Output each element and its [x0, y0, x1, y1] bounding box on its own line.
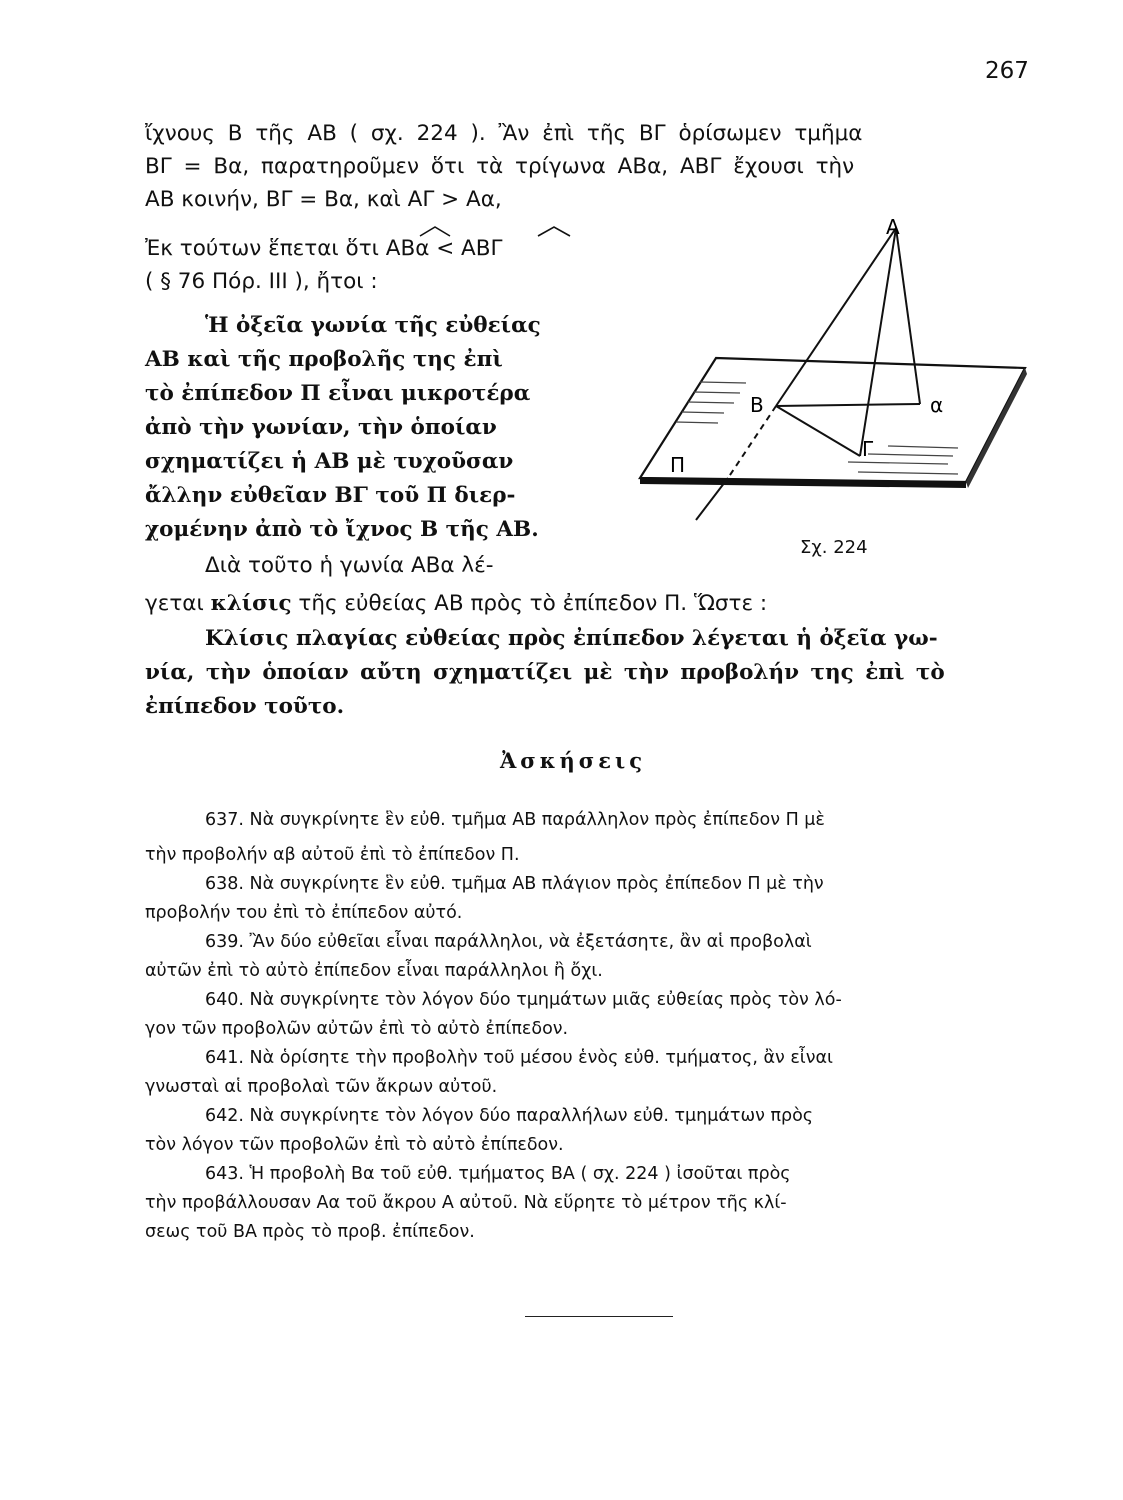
theorem-line: Ἡ ὀξεῖα γωνία τῆς εὐθείας — [205, 313, 541, 338]
text-line: ΑΒ κοινήν, ΒΓ = Βα, καὶ ΑΓ > Αα, — [145, 187, 502, 212]
page-number: 267 — [985, 58, 1029, 84]
exercise-line: αὐτῶν ἐπὶ τὸ αὐτὸ ἐπίπεδον εἶναι παράλληλοι ἢ ὄχι. — [145, 961, 603, 981]
label-G: Γ — [862, 437, 874, 461]
text-line — [145, 590, 767, 618]
plane-pi — [640, 358, 1027, 488]
exercise-line: 638. Νὰ συγκρίνητε ἓν εὐθ. τμῆμα ΑΒ πλάγιον πρὸς ἐπίπεδον Π μὲ τὴν — [205, 874, 824, 894]
text-line: ΒΓ = Βα, παρατηροῦμεν ὅτι τὰ τρίγωνα ΑΒα, ΑΒΓ ἔχουσι τὴν — [145, 154, 855, 179]
exercises-heading: Ἀσκήσεις — [500, 748, 646, 773]
exercise-line: γνωσταὶ αἱ προβολαὶ τῶν ἄκρων αὐτοῦ. — [145, 1077, 498, 1097]
label-B: Β — [750, 393, 764, 417]
section-rule — [525, 1316, 673, 1317]
exercise-line: γον τῶν προβολῶν αὐτῶν ἐπὶ τὸ αὐτὸ ἐπίπεδον. — [145, 1019, 569, 1039]
text-line: Διὰ τοῦτο ἡ γωνία ΑΒα λέ- — [205, 553, 494, 578]
text-line: ( § 76 Πόρ. ΙΙΙ ), ἤτοι : — [145, 269, 378, 294]
term-klisis: κλίσις — [210, 591, 292, 616]
exercise-line: προβολήν του ἐπὶ τὸ ἐπίπεδον αὐτό. — [145, 903, 463, 923]
figure-224 — [628, 210, 1028, 540]
text-run: γεται — [145, 591, 204, 616]
theorem-line: ΑΒ καὶ τῆς προβολῆς της ἐπὶ — [145, 347, 503, 372]
exercise-line: 639. Ἂν δύο εὐθεῖαι εἶναι παράλληλοι, νὰ ἐξετάσητε, ἂν αἱ προβολαὶ — [205, 932, 812, 952]
label-A: Α — [886, 215, 900, 239]
exercise-line: 642. Νὰ συγκρίνητε τὸν λόγον δύο παραλλήλων εὐθ. τμημάτων πρὸς — [205, 1106, 814, 1126]
exercise-line: 643. Ἡ προβολὴ Βα τοῦ εὐθ. τμήματος ΒΑ ( σχ. 224 ) ἰσοῦται πρὸς — [205, 1164, 791, 1184]
exercise-line: τὴν προβολήν αβ αὐτοῦ ἐπὶ τὸ ἐπίπεδον Π. — [145, 845, 520, 865]
definition-line: ἐπίπεδον τοῦτο. — [145, 694, 345, 719]
theorem-line: σχηματίζει ἡ ΑΒ μὲ τυχοῦσαν — [145, 449, 514, 474]
text-line: Ἐκ τούτων ἕπεται ὅτι ΑΒα < ΑΒΓ — [145, 236, 503, 261]
angle-hat-aba — [420, 227, 450, 236]
theorem-line: χομένην ἀπὸ τὸ ἴχνος Β τῆς ΑΒ. — [145, 517, 539, 542]
label-P: Π — [670, 453, 686, 477]
text-line: ἴχνους Β τῆς ΑΒ ( σχ. 224 ). Ἂν ἐπὶ τῆς ΒΓ ὁρίσωμεν τμῆμα — [145, 121, 863, 146]
theorem-line: τὸ ἐπίπεδον Π εἶναι μικροτέρα — [145, 381, 531, 406]
exercise-line: 640. Νὰ συγκρίνητε τὸν λόγον δύο τμημάτων μιᾶς εὐθείας πρὸς τὸν λό- — [205, 990, 842, 1010]
definition-line: νία, τὴν ὁποίαν αὔτη σχηματίζει μὲ τὴν προβολήν της ἐπὶ τὸ — [145, 660, 945, 685]
theorem-line: ἄλλην εὐθεῖαν ΒΓ τοῦ Π διερ- — [145, 483, 516, 508]
label-a: α — [930, 393, 944, 417]
definition-line: Κλίσις πλαγίας εὐθείας πρὸς ἐπίπεδον λέγεται ἡ ὀξεῖα γω- — [205, 626, 938, 651]
exercise-line: 637. Νὰ συγκρίνητε ἓν εὐθ. τμῆμα ΑΒ παράλληλον πρὸς ἐπίπεδον Π μὲ — [205, 810, 825, 830]
exercise-line: 641. Νὰ ὁρίσητε τὴν προβολὴν τοῦ μέσου ἑνὸς εὐθ. τμήματος, ἂν εἶναι — [205, 1048, 833, 1068]
exercise-line: σεως τοῦ ΒΑ πρὸς τὸ προβ. ἐπίπεδον. — [145, 1222, 475, 1242]
angle-hat-abg — [538, 227, 570, 236]
text-run: τῆς εὐθείας ΑΒ πρὸς τὸ ἐπίπεδον Π. Ὥστε : — [298, 591, 768, 616]
figure-caption: Σχ. 224 — [800, 537, 868, 558]
exercise-line: τὸν λόγον τῶν προβολῶν ἐπὶ τὸ αὐτὸ ἐπίπεδον. — [145, 1135, 564, 1155]
exercise-line: τὴν προβάλλουσαν Αα τοῦ ἄκρου Α αὐτοῦ. Νὰ εὕρητε τὸ μέτρον τῆς κλί- — [145, 1193, 787, 1213]
theorem-line: ἀπὸ τὴν γωνίαν, τὴν ὁποίαν — [145, 415, 497, 440]
